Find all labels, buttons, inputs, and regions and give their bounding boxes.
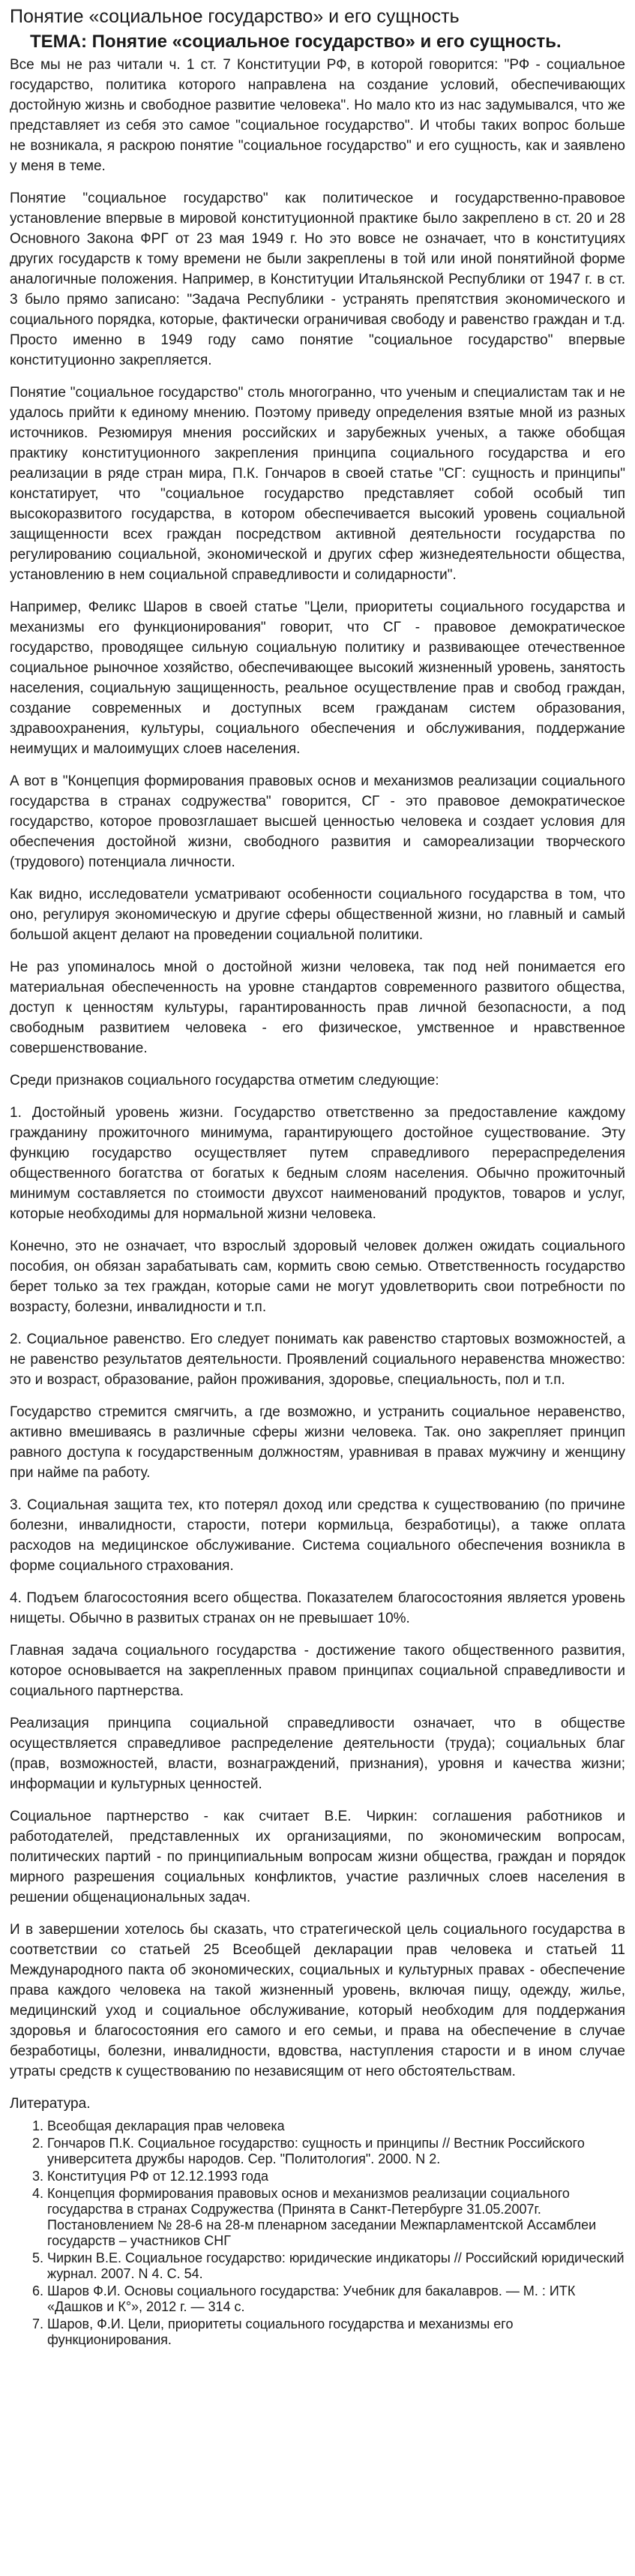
document-title: Понятие «социальное государство» и его сущность — [10, 6, 460, 27]
paragraph-sign-3: 3. Социальная защита тех, кто потерял доход или средства к существованию (по причине болезни, инвалидности, старости, потери кормильца, безработицы), а также оплата расходов на медицинское обслуживание. Система социального обеспечения возникла в форме социального страхования. — [10, 1497, 625, 1574]
paragraph-definitions: Понятие "социальное государство" столь многогранно, что ученым и специалистам так и не удалось прийти к единому мнению. Поэтому приведу определения взятые мной из разных источников. Резюмируя мнения российских и зарубежных ученых, а также обобщая практику конституционного закрепления принципа социального государства и его реализации в ряде стран мира, П.К. Гончаров в своей статье "СГ: сущность и принципы" констатирует, что "социальное государство представляет собой особый тип высокоразвитого государства, в котором обеспечивается высокий уровень социальной защищенности всех граждан посредством активной деятельности государства по регулированию социальной, экономической и других сфер жизнедеятельности общества, установлению в нем социальной справедливости и солидарности". — [10, 385, 625, 583]
paragraph-decent-life: Не раз упоминалось мной о достойной жизни человека, так под ней понимается его материальная обеспеченность на уровне стандартов современного развитого общества, доступ к ценностям культуры, гарантированность прав личной безопасности, а под свободным развитием человека - его физическое, умственное и нравственное совершенствование. — [10, 959, 625, 1056]
literature-heading: Литература. — [10, 2096, 91, 2112]
literature-list — [10, 2118, 625, 2348]
literature-item: 6. Шаров Ф.И. Основы социального государства: Учебник для бакалавров. — М. : ИТК «Дашков и К°», 2012 г. — 314 с. — [47, 2283, 625, 2315]
paragraph-history: Понятие "социальное государство" как политическое и государственно-правовое установление впервые в мировой конституционной практике было закреплено в ст. 20 и 28 Основного Закона ФРГ от 23 мая 1949 г. Но это вовсе не означает, что в конституциях других государств к тому времени не были закреплены в той или иной понятийной форме аналогичные положения. Например, в Конституции Итальянской Республики от 1947 г. в ст. 3 было прямо записано: "Задача Республики - устранять препятствия экономического и социального порядка, которые, фактически ограничивая свободу и равенство граждан и т.д. Просто именно в 1949 году само понятие "социальное государство" впервые конституционно закрепляется. — [10, 191, 625, 368]
literature-item: 3. Конституция РФ от 12.12.1993 года — [47, 2169, 625, 2184]
paragraph-main-task: Главная задача социального государства - достижение такого общественного развития, которое основывается на закрепленных правом принципах социальной справедливости и социального партнерства. — [10, 1643, 625, 1699]
paragraph-concept-definition: А вот в "Концепция формирования правовых основ и механизмов реализации социального государства в странах содружества" говорится, СГ - это правовое демократическое государство, которое провозглашает высшей ценностью человека и создает условия для обеспечения достойной жизни, свободного развития и самореализации творческого (трудового) потенциала личности. — [10, 773, 625, 870]
literature-item: 5. Чиркин В.Е. Социальное государство: юридические индикаторы // Российский юридический журнал. 2007. N 4. С. 54. — [47, 2250, 625, 2282]
paragraph-sign-2: 2. Социальное равенство. Его следует понимать как равенство стартовых возможностей, а не равенство результатов деятельности. Проявлений социального неравенства множество: это и возраст, образование, район проживания, здоровье, специальность, пол и т.п. — [10, 1332, 625, 1388]
paragraph-intro: Все мы не раз читали ч. 1 ст. 7 Конституции РФ, в которой говорится: "РФ - социальное государство, политика которого направлена на создание условий, обеспечивающих достойную жизнь и свободное развитие человека". Но мало кто из нас задумывался, что же представляет из себя это самое "социальное государство". И чтобы таких вопрос больше не возникала, я раскрою понятие "социальное государство" и его сущность, как и заявлено у меня в теме. — [10, 57, 625, 174]
document-subtitle: ТЕМА: Понятие «социальное государство» и его сущность. — [30, 32, 562, 52]
paragraph-social-justice: Реализация принципа социальной справедливости означает, что в обществе осуществляется справедливое распределение деятельности (труда); социальных благ (прав, возможностей, власти, вознаграждений, признания), уровня и качества жизни; информации и культурных ценностей. — [10, 1716, 625, 1792]
paragraph-features-summary: Как видно, исследователи усматривают особенности социального государства в том, что оно, регулируя экономическую и другие сферы общественной жизни, но главный и самый большой акцент делают на проведении социальной политики. — [10, 887, 625, 943]
paragraph-sign-1-note: Конечно, это не означает, что взрослый здоровый человек должен ожидать социального пособия, он обязан зарабатывать сам, кормить свою семью. Ответственность государство берет только за тех граждан, которые сами не могут удовлетворить свои потребности по возрасту, болезни, инвалидности и т.п. — [10, 1238, 625, 1315]
literature-item: 1. Всеобщая декларация прав человека — [47, 2118, 625, 2134]
paragraph-signs-intro: Среди признаков социального государства отметим следующие: — [10, 1073, 439, 1088]
literature-item: 4. Концепция формирования правовых основ и механизмов реализации социального государства в странах Содружества (Принята в Санкт-Петербурге 31.05.2007г. Постановлением № 28-6 на 28-м пленарном заседании Межпарламентской Ассамблеи государств – участников СНГ — [47, 2186, 625, 2249]
paragraph-social-partnership: Социальное партнерство - как считает В.Е. Чиркин: соглашения работников и работодателей, представленных их организациями, по экономическим вопросам, политических партий - по принципиальным вопросам жизни общества, граждан и порядок мирного разрешения социальных конфликтов, участие различных слоев населения в решении общенациональных задач. — [10, 1809, 625, 1905]
paragraph-sign-1: 1. Достойный уровень жизни. Государство ответственно за предоставление каждому гражданину прожиточного минимума, гарантирующего достойное существование. Эту функцию государство осуществляет путем справедливого перераспределения общественного богатства от богатых к бедным слоям населения. Обычно прожиточный минимум составляется по стоимости двухсот наименований продуктов, товаров и услуг, которые необходимы для нормальной жизни человека. — [10, 1105, 625, 1222]
article-body — [10, 55, 625, 2082]
paragraph-conclusion: И в завершении хотелось бы сказать, что стратегической цель социального государства в соответствии со статьей 25 Всеобщей декларации прав человека и статьей 11 Международного пакта об экономических, социальных и культурных правах - обеспечение права каждого человека на такой жизненный уровень, включая пищу, одежду, жилье, медицинский уход и социальное обслуживание, который необходим для поддержания здоровья и благосостояния его самого и его семьи, и права на обеспечение в случае безработицы, болезни, инвалидности, вдовства, наступления старости и в ином случае утраты средств к существованию по независящим от него обстоятельствам. — [10, 1922, 625, 2079]
paragraph-sharov-definition: Например, Феликс Шаров в своей статье "Цели, приоритеты социального государства и механизмы его функционирования" говорит, что СГ - правовое демократическое государство, проводящее сильную социальную политику и развивающее отечественное социальное рыночное хозяйство, обеспечивающее высокий жизненный уровень, занятость населения, социальную защищенность, реальное осуществление прав и свобод граждан, создание современных и доступных всем гражданам систем образования, здравоохранения, культуры, социального обеспечения и обслуживания, поддержание неимущих и малоимущих слоев населения. — [10, 599, 625, 757]
paragraph-sign-2-note: Государство стремится смягчить, а где возможно, и устранить социальное неравенство, активно вмешиваясь в различные сферы жизни человека. Так. оно закрепляет принцип равного доступа к государственным должностям, уравнивая в правах мужчину и женщину при найме па работу. — [10, 1404, 625, 1481]
paragraph-sign-4: 4. Подъем благосостояния всего общества. Показателем благосостояния является уровень нищеты. Обычно в развитых странах он не превышает 10%. — [10, 1590, 625, 1626]
literature-item: 7. Шаров, Ф.И. Цели, приоритеты социального государства и механизмы его функционирования. — [47, 2316, 625, 2348]
literature-item: 2. Гончаров П.К. Социальное государство: сущность и принципы // Вестник Российского университета дружбы народов. Сер. "Политология". 2000. N 2. — [47, 2136, 625, 2167]
